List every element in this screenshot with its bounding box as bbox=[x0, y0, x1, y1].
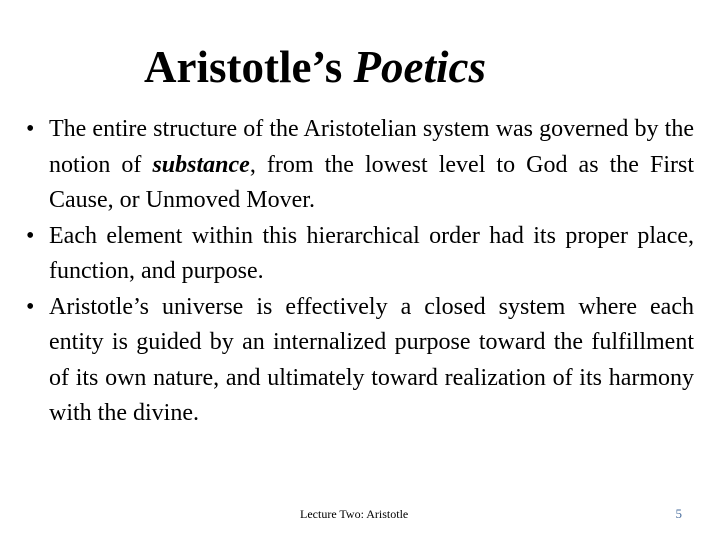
bullet-marker: • bbox=[26, 293, 35, 320]
bullet-item-universe bbox=[26, 290, 694, 432]
page-number: 5 bbox=[675, 506, 682, 521]
slide-title-italic: Poetics bbox=[353, 42, 486, 92]
bullet-text bbox=[49, 116, 694, 213]
bullet-list bbox=[26, 112, 694, 432]
slide-title-text: Aristotle’s bbox=[144, 42, 354, 92]
bullet-item-substance bbox=[26, 112, 694, 219]
bullet-text-before: The entire structure of the Aristotelian system was governed by the notion of bbox=[49, 116, 694, 178]
bullet-text-after: , from the lowest level to God as the First Cause, or Unmoved Mover. bbox=[49, 151, 695, 213]
bullet-text-emphasis: substance bbox=[152, 151, 250, 178]
bullet-text: Aristotle’s universe is effectively a closed system where each entity is guided by an internalized purpose toward the fulfillment of its own nature, and ultimately toward realization of its harmony with the divine. bbox=[49, 293, 694, 426]
bullet-item-hierarchy bbox=[26, 219, 694, 290]
slide-footer: Lecture Two: Aristotle bbox=[300, 507, 409, 521]
bullet-marker: • bbox=[26, 116, 35, 142]
slide-title bbox=[144, 38, 624, 96]
bullet-marker: • bbox=[26, 222, 35, 249]
bullet-text: Each element within this hierarchical order had its proper place, function, and purpose. bbox=[49, 222, 694, 284]
